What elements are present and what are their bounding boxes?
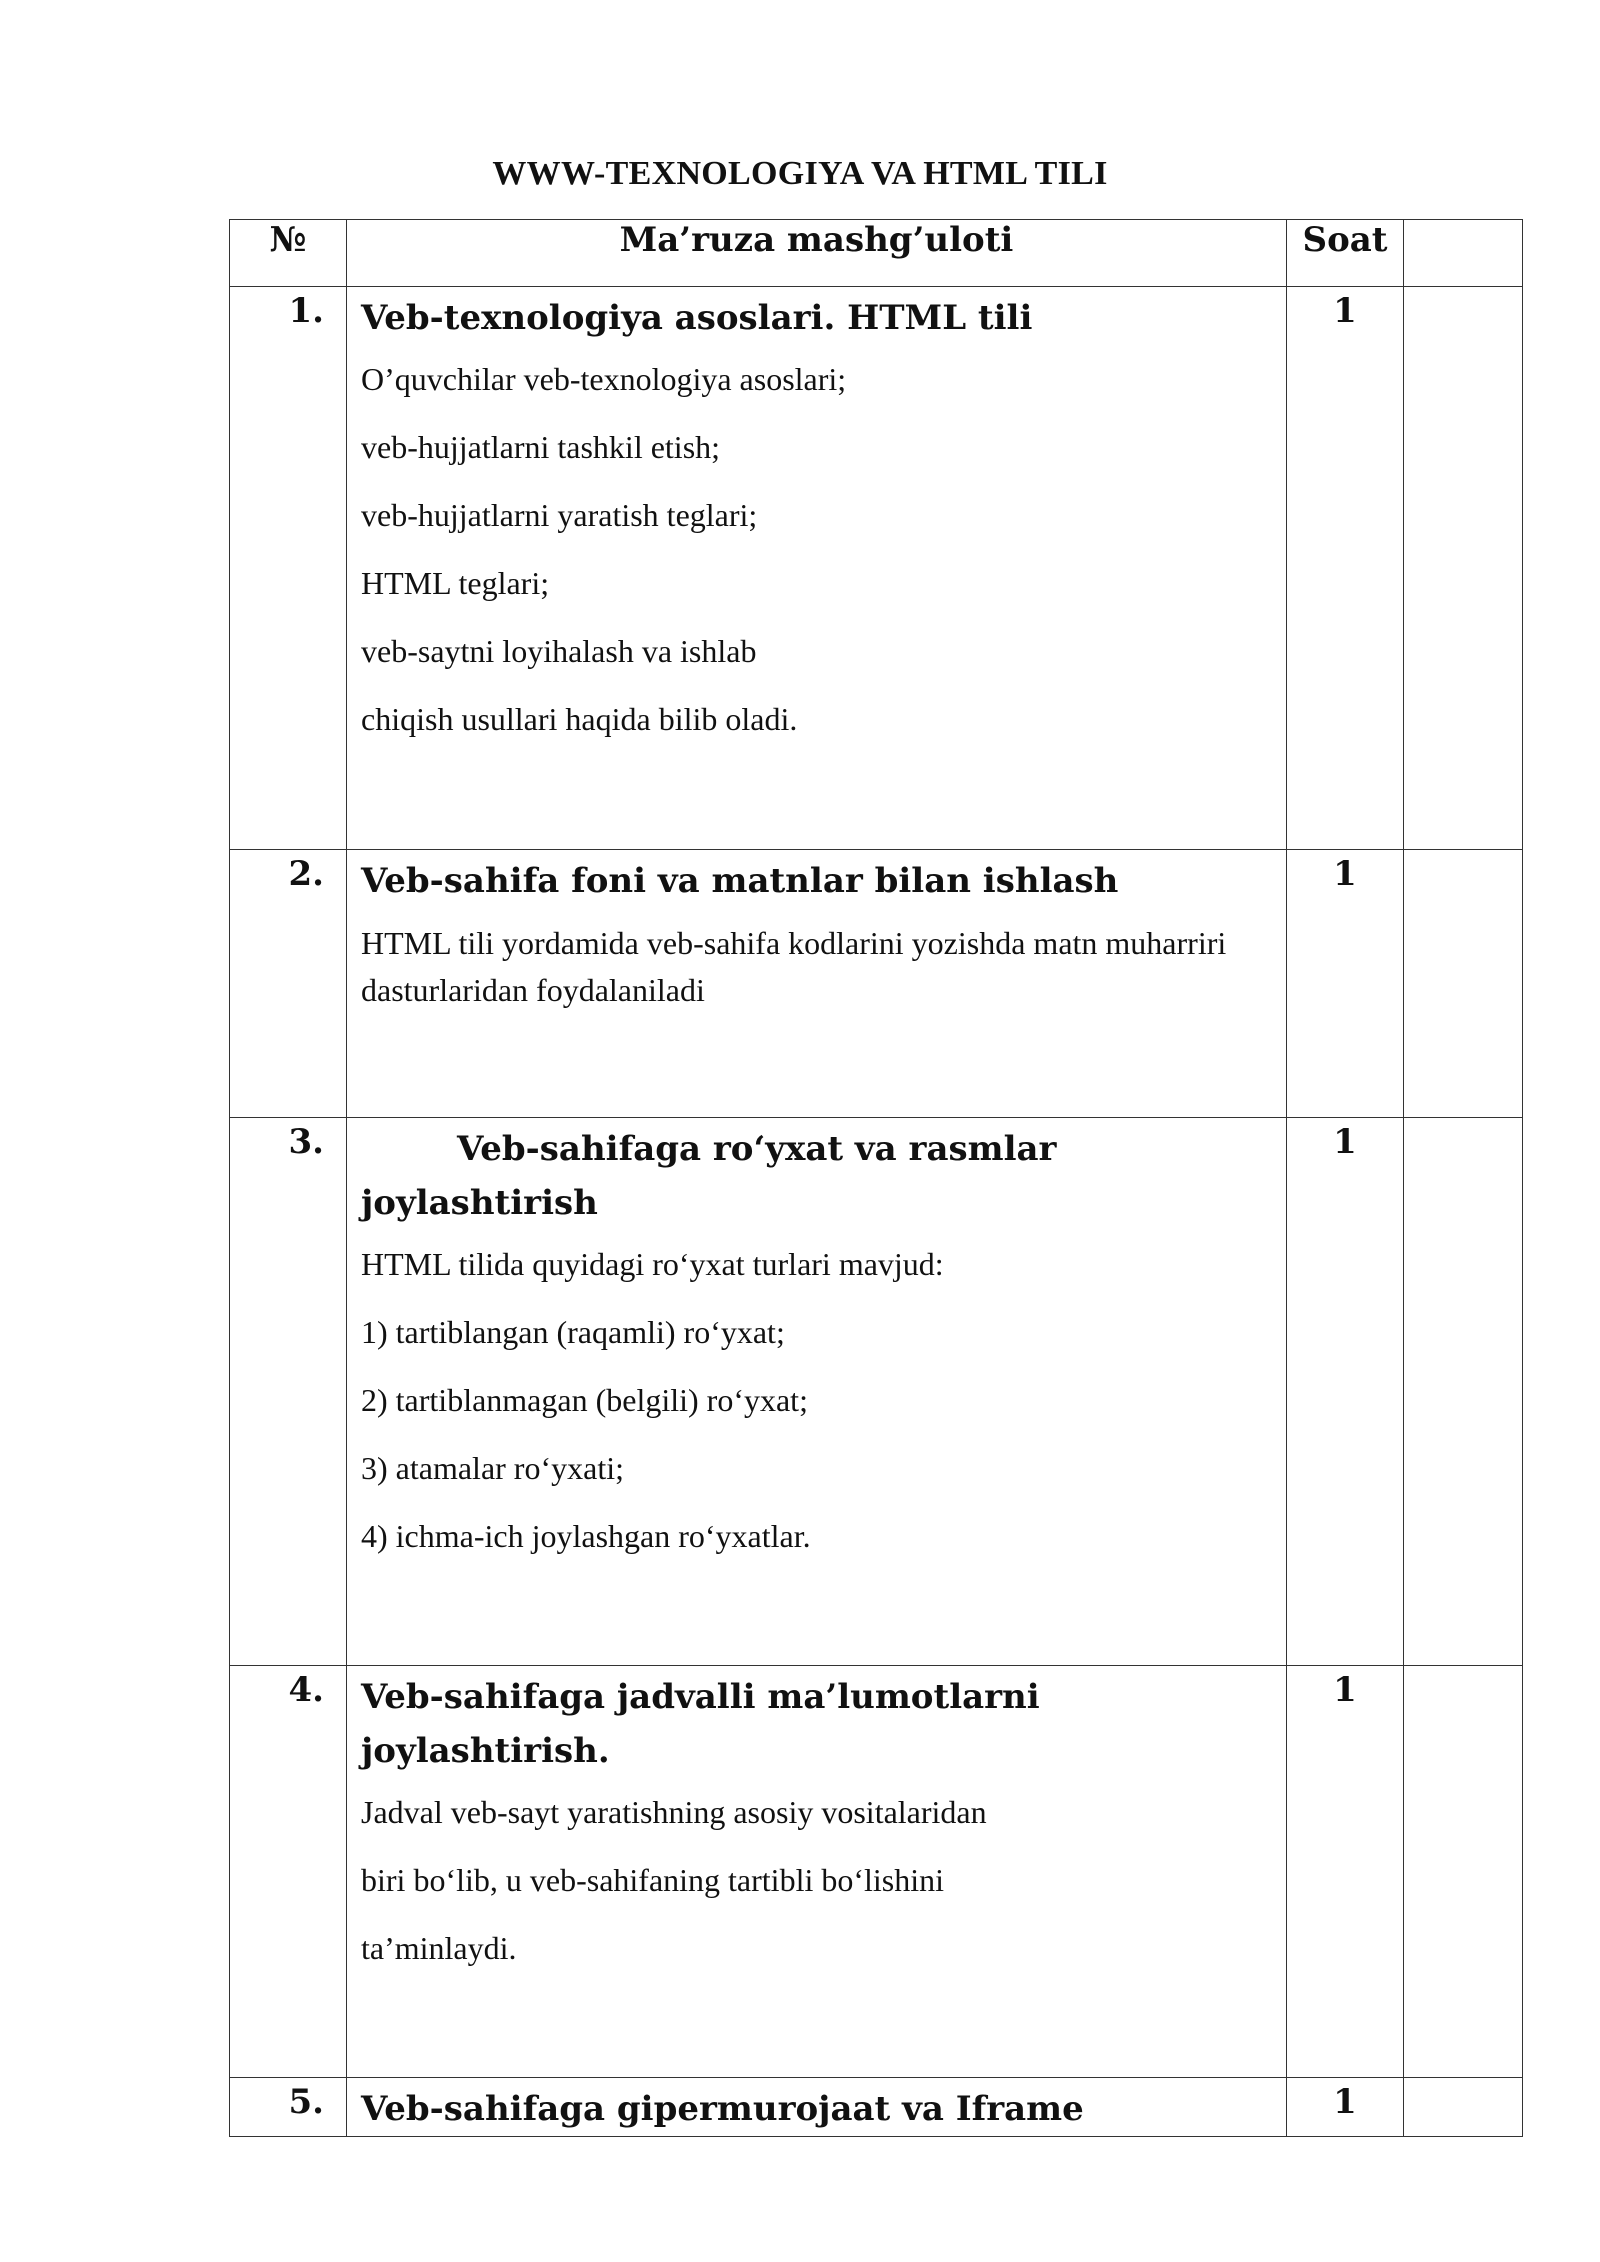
lecture-schedule-table: [229, 219, 1523, 2137]
hours-cell: 1: [1287, 850, 1404, 1118]
lecture-description-line: 2) tartiblanmagan (belgili) ro‘yxat;: [361, 1382, 808, 1418]
lecture-title: Veb-sahifaga ro‘yxat va rasmlar joylashtirish: [361, 1129, 1057, 1223]
extra-cell: [1404, 2078, 1523, 2137]
lecture-topic-cell: [347, 850, 1287, 1118]
lecture-description-line: 3) atamalar ro‘yxati;: [361, 1450, 624, 1486]
lecture-title: Veb-sahifaga jadvalli ma’lumotlarni joylashtirish.: [361, 1677, 1040, 1771]
lecture-description-line: Jadval veb-sayt yaratishning asosiy vositalaridan: [361, 1794, 987, 1830]
extra-cell: [1404, 287, 1523, 850]
table-row: [230, 2078, 1523, 2137]
row-number: 5.: [230, 2078, 347, 2137]
lecture-description-line: O’quvchilar veb-texnologiya asoslari;: [361, 361, 847, 397]
hours-cell: 1: [1287, 1118, 1404, 1666]
lecture-description-line: HTML tilida quyidagi ro‘yxat turlari mavjud:: [361, 1246, 944, 1282]
header-number: №: [230, 220, 347, 287]
table-row: [230, 287, 1523, 850]
extra-cell: [1404, 850, 1523, 1118]
lecture-description-line: HTML teglari;: [361, 565, 550, 601]
lecture-description-line: chiqish usullari haqida bilib oladi.: [361, 701, 798, 737]
row-number: 4.: [230, 1666, 347, 2078]
hours-cell: 1: [1287, 1666, 1404, 2078]
hours-cell: 1: [1287, 287, 1404, 850]
row-number: 1.: [230, 287, 347, 850]
lecture-topic-cell: [347, 2078, 1287, 2137]
document-title: WWW-TEXNOLOGIYA VA HTML TILI: [492, 155, 1108, 192]
header-hours: Soat: [1287, 220, 1404, 287]
lecture-description-line: 1) tartiblangan (raqamli) ro‘yxat;: [361, 1314, 785, 1350]
lecture-title: Veb-texnologiya asoslari. HTML tili: [361, 298, 1033, 338]
hours-cell: 1: [1287, 2078, 1404, 2137]
lecture-description-line: veb-hujjatlarni tashkil etish;: [361, 429, 721, 465]
lecture-description-line: ta’minlaydi.: [361, 1930, 517, 1966]
row-number: 3.: [230, 1118, 347, 1666]
lecture-description: HTML tili yordamida veb-sahifa kodlarini yozishda matn muharriri dasturlaridan foydalaniladi: [361, 925, 1227, 1008]
row-number: 2.: [230, 850, 347, 1118]
table-row: [230, 1118, 1523, 1666]
header-extra: [1404, 220, 1523, 287]
lecture-topic-cell: [347, 1118, 1287, 1666]
lecture-description-line: biri bo‘lib, u veb-sahifaning tartibli bo‘lishini: [361, 1862, 945, 1898]
lecture-description-line: veb-saytni loyihalash va ishlab: [361, 633, 757, 669]
header-lecture: Ma’ruza mashg’uloti: [347, 220, 1287, 287]
lecture-title: Veb-sahifa foni va matnlar bilan ishlash: [361, 861, 1119, 901]
lecture-description-line: veb-hujjatlarni yaratish teglari;: [361, 497, 758, 533]
table-row: [230, 850, 1523, 1118]
extra-cell: [1404, 1118, 1523, 1666]
lecture-description-line: 4) ichma-ich joylashgan ro‘yxatlar.: [361, 1518, 811, 1554]
lecture-topic-cell: [347, 1666, 1287, 2078]
table-row: [230, 1666, 1523, 2078]
lecture-topic-cell: [347, 287, 1287, 850]
lecture-title: Veb-sahifaga gipermurojaat va Iframe: [361, 2089, 1084, 2129]
extra-cell: [1404, 1666, 1523, 2078]
table-header-row: [230, 220, 1523, 287]
